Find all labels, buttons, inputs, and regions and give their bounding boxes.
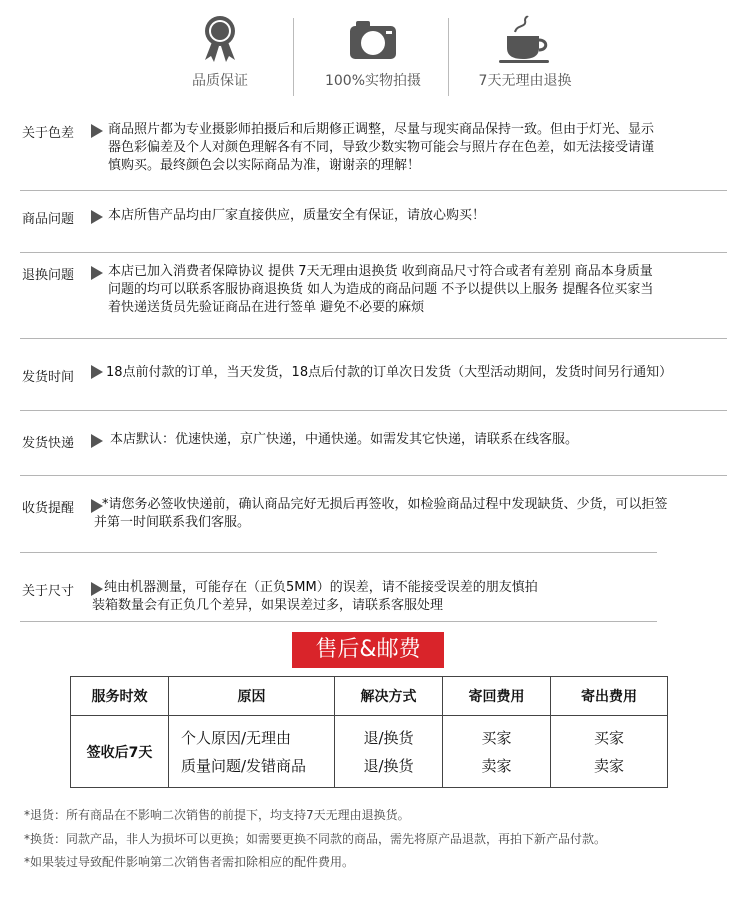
table-cell-solution: 退/换货 退/换货 bbox=[335, 716, 443, 788]
triangle-right-icon bbox=[91, 434, 103, 448]
triangle-right-icon bbox=[91, 365, 103, 379]
policy-text-return: 本店已加入消费者保障协议 提供 7天无理由退换货 收到商品尺寸符合或者有差别 商品本身质量 问题的均可以联系客服协商退换货 如人为造成的商品问题 不予以提供以上服务 提醒各位买家当 着快递送货员先验证商品在进行签单 避免不必要的麻烦 bbox=[108, 264, 654, 315]
triangle-right-icon bbox=[91, 266, 103, 280]
policy-label-return: 退换问题 bbox=[22, 268, 75, 283]
after-sales-table bbox=[70, 676, 668, 788]
divider bbox=[20, 252, 727, 253]
note-return: *退货：所有商品在不影响二次销售的前提下，均支持7天无理由退换货。 bbox=[24, 808, 410, 822]
badge-label: 品质保证 bbox=[192, 73, 248, 89]
table-cell-reason: 个人原因/无理由 质量问题/发错商品 bbox=[169, 716, 335, 788]
divider bbox=[20, 190, 727, 191]
table-cell-send-fee: 买家 卖家 bbox=[551, 716, 668, 788]
award-ribbon-icon bbox=[200, 14, 240, 64]
policy-text-color: 商品照片都为专业摄影师拍摄后和后期修正调整，尽量与现实商品保持一致。但由于灯光、显示 器色彩偏差及个人对颜色理解各有不同，导致少数实物可能会与照片存在色差，如无法接受请谨 慎购买。最终颜色会以实际商品为准，谢谢亲的理解！ bbox=[108, 122, 655, 173]
policy-text-product: 本店所售产品均由厂家直接供应，质量安全有保证，请放心购买！ bbox=[108, 208, 486, 223]
table-header: 服务时效 bbox=[71, 677, 169, 716]
divider bbox=[20, 552, 657, 553]
table-header: 寄出费用 bbox=[551, 677, 668, 716]
badge-real-photo bbox=[303, 14, 443, 90]
table-header: 寄回费用 bbox=[443, 677, 551, 716]
badge-7day-return bbox=[455, 14, 595, 90]
table-cell-period: 签收后7天 bbox=[71, 716, 169, 788]
note-accessory: *如果装过导致配件影响第二次销售者需扣除相应的配件费用。 bbox=[24, 855, 355, 869]
divider bbox=[20, 621, 657, 622]
badge-label: 7天无理由退换 bbox=[478, 73, 572, 89]
table-cell-return-fee: 买家 卖家 bbox=[443, 716, 551, 788]
badge-label: 100%实物拍摄 bbox=[324, 73, 422, 89]
camera-icon bbox=[348, 14, 398, 64]
triangle-right-icon bbox=[91, 210, 103, 224]
policy-label-ship-time: 发货时间 bbox=[22, 370, 75, 385]
divider bbox=[20, 475, 727, 476]
divider bbox=[20, 410, 727, 411]
triangle-right-icon bbox=[91, 582, 103, 596]
divider bbox=[448, 18, 449, 96]
divider bbox=[20, 338, 727, 339]
policy-text-courier: 本店默认：优速快递，京广快递，中通快递。如需发其它快递，请联系在线客服。 bbox=[110, 432, 579, 447]
policy-text-size: 纯由机器测量，可能存在（正负5MM）的误差，请不能接受误差的朋友慎拍 装箱数量会有正负几个差异，如果误差过多，请联系客服处理 bbox=[92, 580, 538, 613]
coffee-cup-icon bbox=[495, 14, 555, 64]
divider bbox=[293, 18, 294, 96]
note-exchange: *换货：同款产品，非人为损坏可以更换；如需要更换不同款的商品，需先将原产品退款，再拍下新产品付款。 bbox=[24, 832, 607, 846]
triangle-right-icon bbox=[91, 124, 103, 138]
policy-label-courier: 发货快递 bbox=[22, 436, 75, 451]
policy-text-ship-time: 18点前付款的订单，当天发货，18点后付款的订单次日发货（大型活动期间，发货时间另行通知） bbox=[106, 365, 673, 380]
policy-label-color: 关于色差 bbox=[22, 126, 75, 141]
table-header-row bbox=[71, 677, 668, 716]
badge-quality bbox=[150, 14, 290, 90]
table-header: 原因 bbox=[169, 677, 335, 716]
policy-label-size: 关于尺寸 bbox=[22, 584, 75, 599]
policy-label-receipt: 收货提醒 bbox=[22, 501, 75, 516]
table-row bbox=[71, 716, 668, 788]
table-header: 解决方式 bbox=[335, 677, 443, 716]
policy-label-product: 商品问题 bbox=[22, 212, 75, 227]
policy-text-receipt: *请您务必签收快递前，确认商品完好无损后再签收，如检验商品过程中发现缺货、少货，可以拒签 并第一时间联系我们客服。 bbox=[94, 497, 668, 530]
section-title-after-sales: 售后&邮费 bbox=[292, 632, 444, 668]
